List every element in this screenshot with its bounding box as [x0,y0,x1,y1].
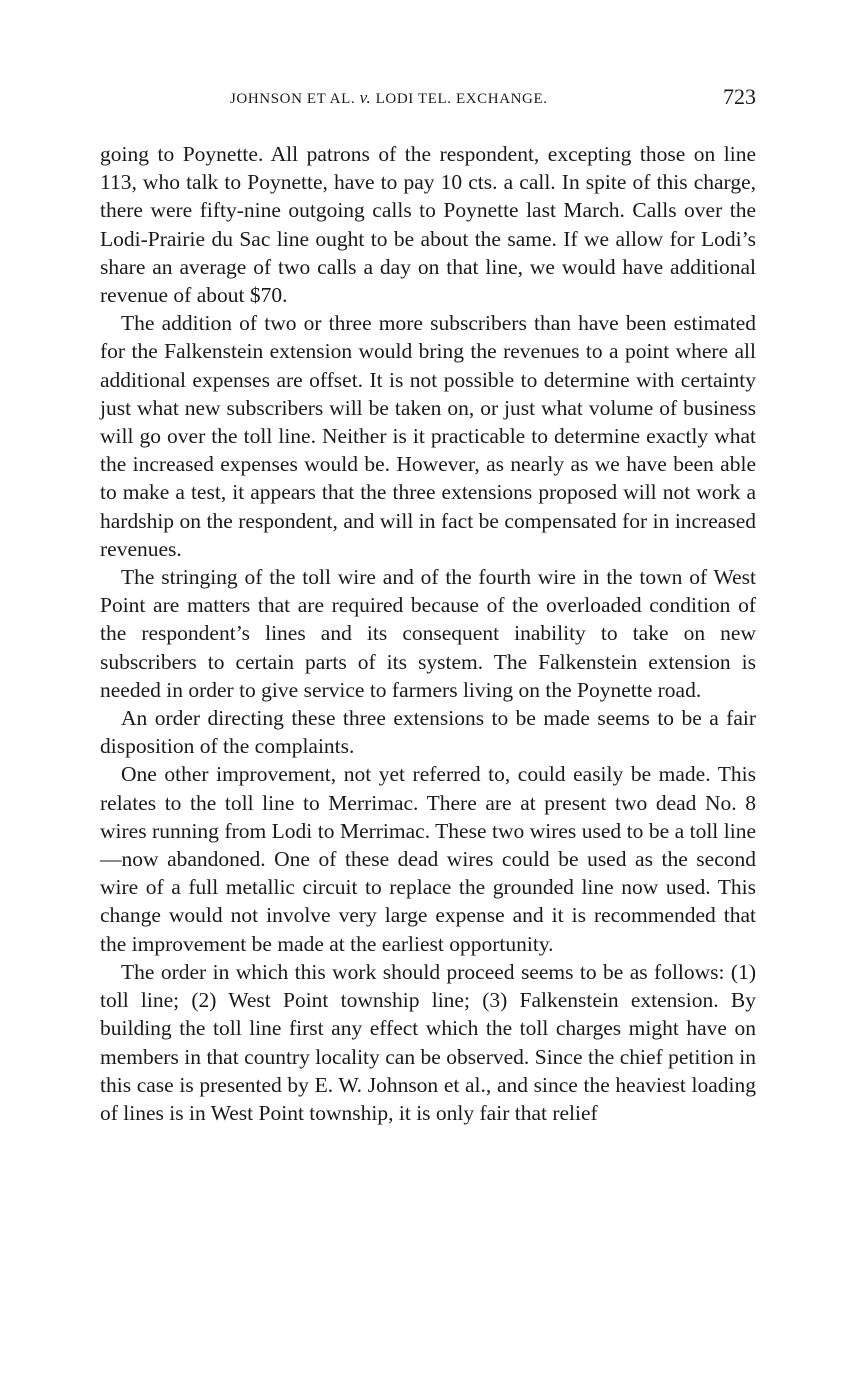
case-name-left: JOHNSON ET AL. [230,91,356,107]
paragraph-continued: going to Poynette. All patrons of the respondent, excepting those on line 113, who talk to Poynette, have to pay 10 cts. a call. In spite of this charge, there were fifty-nine outgoing calls to Poynette last March. Calls over the Lodi-Prairie du Sac line ought to be about the same. If we allow for Lodi’s share an average of two calls a day on that line, we would have additional revenue of about $70. [100,142,756,308]
paragraph: One other improvement, not yet referred to, could easily be made. This relates to the toll line to Merrimac. There are at present two dead No. 8 wires running from Lodi to Merrimac. These two wires used to be a toll line—now abandoned. One of these dead wires could be used as the second wire of a full metallic circuit to replace the grounded line now used. This change would not involve very large expense and it is recommended that the improvement be made at the earliest opportunity. [100,762,756,956]
paragraph: The addition of two or three more subscribers than have been estimated for the Falkenstein extension would bring the revenues to a point where all additional expenses are offset. It is not possible to determine with certainty just what new subscribers will be taken on, or just what volume of business will go over the toll line. Neither is it practicable to determine exactly what the increased expenses would be. However, as nearly as we have been able to make a test, it appears that the three extensions proposed will not work a hardship on the respondent, and will in fact be compensated for in increased revenues. [100,311,756,561]
paragraph: An order directing these three extensions to be made seems to be a fair disposition of the complaints. [100,706,756,759]
paragraph: The order in which this work should proceed seems to be as follows: (1) toll line; (2) West Point township line; (3) Falkenstein extension. By building the toll line first any effect which the toll charges might have on members in that country locality can be observed. Since the chief petition in this case is presented by E. W. Johnson et al., and since the heaviest loading of lines is in West Point township, it is only fair that relief [100,959,756,1125]
paragraph: The stringing of the toll wire and of the fourth wire in the town of West Point are matters that are required because of the overloaded condition of the respondent’s lines and its consequent inability to take on new subscribers to certain parts of its system. The Falkenstein extension is needed in order to give service to farmers living on the Poynette road. [100,565,756,702]
running-head [100,84,756,114]
body-text [100,140,756,1127]
page-number: 723 [723,84,756,109]
running-head-title [230,88,548,108]
case-name-right: LODI TEL. EXCHANGE. [375,91,548,107]
case-versus: v. [359,88,372,107]
